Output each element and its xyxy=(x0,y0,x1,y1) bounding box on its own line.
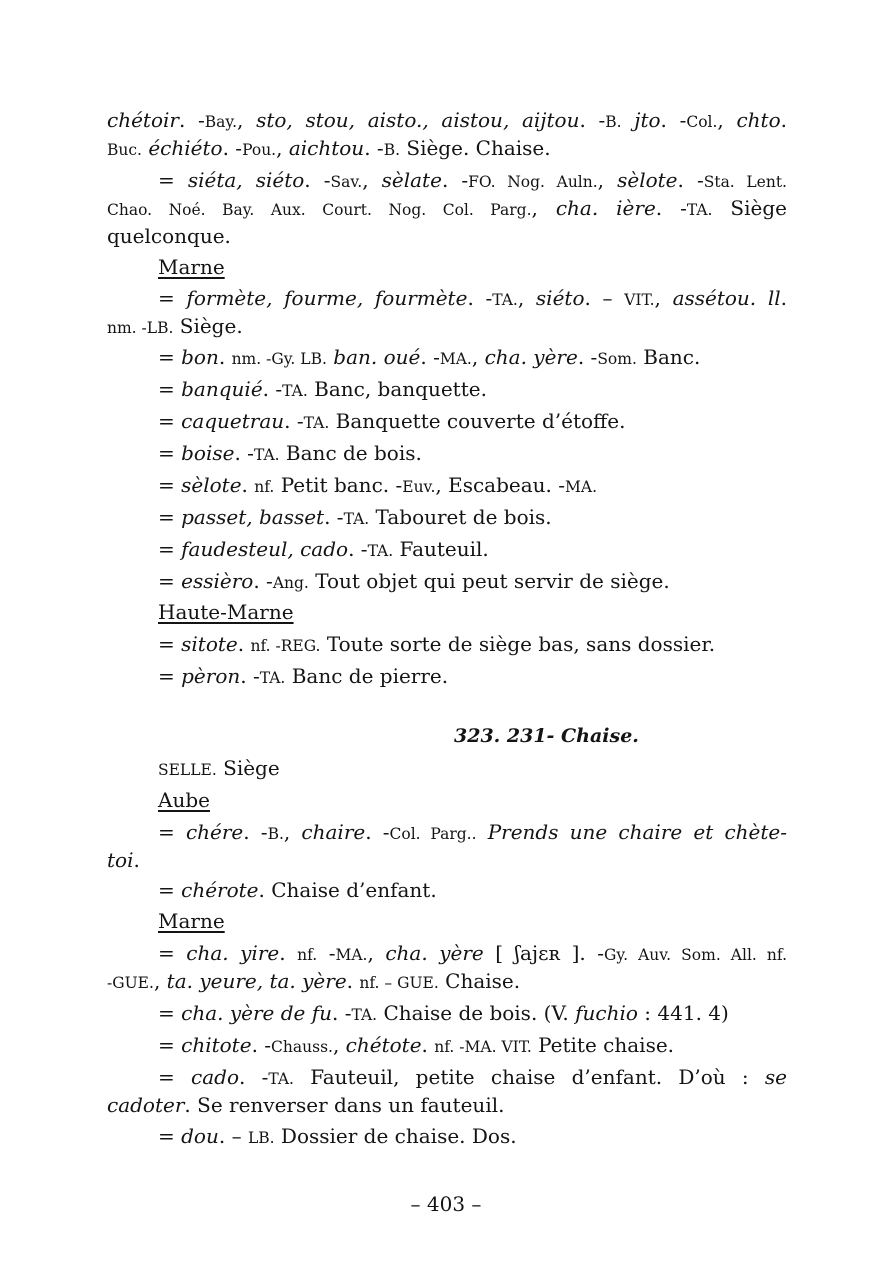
text-run: formète, fourme, fourmète xyxy=(186,286,468,310)
text-run: TA. xyxy=(303,414,330,432)
text-run: . – xyxy=(218,1124,248,1148)
text-line xyxy=(107,222,787,250)
text-run: . - xyxy=(324,505,344,529)
text-run: TA. xyxy=(343,510,370,528)
text-line xyxy=(158,598,787,626)
text-run: ban. oué xyxy=(333,345,421,369)
text-run: , xyxy=(471,345,485,369)
text-run: . xyxy=(237,632,251,656)
text-line xyxy=(107,134,787,164)
text-line xyxy=(158,1063,787,1093)
text-run: Dossier de chaise. Dos. xyxy=(274,1124,517,1148)
text-run: , xyxy=(153,969,167,993)
text-run: . - xyxy=(365,820,390,844)
text-run: . – xyxy=(584,286,625,310)
text-run: Tabouret de bois. xyxy=(369,505,552,529)
text-run: Aube xyxy=(158,788,210,812)
text-run: MA. xyxy=(565,478,598,496)
text-run: nf. – GUE. xyxy=(359,974,439,992)
text-run: quelconque. xyxy=(107,224,231,248)
text-line xyxy=(158,284,787,314)
text-run: Chaise de bois. (V. xyxy=(377,1001,576,1025)
text-run: ta. yeure, ta. yère xyxy=(166,969,347,993)
text-run: essièro xyxy=(181,569,254,593)
text-run: = xyxy=(158,569,182,593)
text-run: banquié xyxy=(181,377,263,401)
text-run: , xyxy=(517,286,536,310)
text-run: B. xyxy=(267,825,284,843)
text-run: pèron xyxy=(181,664,241,688)
text-line xyxy=(158,999,787,1029)
text-run: TA. xyxy=(351,1006,378,1024)
text-run: = xyxy=(158,878,182,902)
text-line xyxy=(158,439,787,469)
text-line xyxy=(107,312,787,342)
text-run: MA. xyxy=(439,350,472,368)
text-run: sitote xyxy=(181,632,238,656)
text-run: , xyxy=(332,1033,346,1057)
text-run: . - xyxy=(253,569,273,593)
text-line xyxy=(107,1091,787,1119)
text-line xyxy=(158,662,787,692)
text-run: se xyxy=(764,1065,787,1089)
text-run: échiéto xyxy=(148,136,223,160)
text-line xyxy=(158,818,787,848)
text-run: chitote xyxy=(181,1033,252,1057)
text-run: = xyxy=(158,286,187,310)
page-number: – 403 – xyxy=(410,1192,482,1216)
text-run: Chauss. xyxy=(271,1038,333,1056)
text-line xyxy=(158,253,787,281)
text-run: nm. -Gy. LB. xyxy=(231,350,327,368)
text-run: - xyxy=(317,941,336,965)
text-run: chétote xyxy=(345,1033,422,1057)
text-line xyxy=(107,846,787,874)
text-run: Tout objet qui peut servir de siège. xyxy=(308,569,670,593)
text-run: SELLE. xyxy=(158,761,217,779)
text-run: = xyxy=(158,632,182,656)
text-line xyxy=(158,939,787,969)
text-run: Siège xyxy=(216,756,280,780)
text-run: faudesteul, cado xyxy=(181,537,349,561)
text-line xyxy=(158,1031,787,1061)
text-run: Fauteuil. xyxy=(393,537,489,561)
text-run: = xyxy=(158,473,182,497)
text-run: : 441. 4) xyxy=(637,1001,729,1025)
text-run: Marne xyxy=(158,255,225,279)
text-run: B. xyxy=(383,141,401,159)
text-run: cha. ière xyxy=(555,196,656,220)
text-run: Siège. Chaise. xyxy=(400,136,551,160)
section-title: 323. 231- Chaise. xyxy=(454,725,639,747)
text-run: Banquette couverte d’étoffe. xyxy=(329,409,626,433)
text-line xyxy=(158,166,787,196)
text-run: = xyxy=(158,1001,182,1025)
text-run: Sta. Lent. xyxy=(703,173,787,191)
text-run: TA. xyxy=(259,669,286,687)
text-run: . - xyxy=(222,136,243,160)
text-run: chaire xyxy=(301,820,366,844)
text-line xyxy=(158,786,787,814)
text-run: TA. xyxy=(367,542,394,560)
text-run: Fauteuil, petite chaise d’enfant. D’où : xyxy=(293,1065,765,1089)
text-run: . xyxy=(133,848,140,872)
text-run xyxy=(477,820,488,844)
text-run: . - xyxy=(364,136,384,160)
text-run: nf. -REG. xyxy=(250,637,321,655)
text-run: Buc. xyxy=(107,141,142,159)
text-run: = xyxy=(158,1033,182,1057)
text-run: . - xyxy=(655,196,687,220)
text-run xyxy=(622,108,635,132)
text-run: = xyxy=(158,168,188,192)
text-run: . - xyxy=(348,537,368,561)
text-run: chérote xyxy=(181,878,259,902)
text-run: , xyxy=(367,941,386,965)
text-line xyxy=(158,567,787,597)
text-run: Pou. xyxy=(242,141,277,159)
text-run: aichtou xyxy=(288,136,365,160)
text-run: toi xyxy=(107,848,134,872)
text-line xyxy=(107,194,787,224)
text-run: Chao. Noé. Bay. Aux. Court. Nog. Col. Parg. xyxy=(107,201,532,219)
text-run: boise xyxy=(181,441,235,465)
text-run: caquetrau xyxy=(181,409,285,433)
text-run: siéta, siéto xyxy=(187,168,305,192)
text-run: . - xyxy=(677,168,704,192)
text-run: , Escabeau. - xyxy=(435,473,566,497)
text-run: = xyxy=(158,664,182,688)
text-run: cha. yère xyxy=(484,345,578,369)
text-run: = xyxy=(158,377,182,401)
text-run: sèlate xyxy=(381,168,442,192)
text-run: chto xyxy=(736,108,781,132)
text-line xyxy=(158,1122,787,1152)
text-run: TA. xyxy=(282,382,308,400)
text-run: Sav. xyxy=(330,173,363,191)
text-run: Toute sorte de siège bas, sans dossier. xyxy=(320,632,716,656)
text-run: , xyxy=(654,286,673,310)
text-run: nf. -MA. VIT. xyxy=(434,1038,532,1056)
text-run: . xyxy=(780,286,787,310)
text-run: Chaise. xyxy=(438,969,521,993)
text-run: . - xyxy=(467,286,493,310)
text-line xyxy=(158,907,787,935)
text-run: Banc, banquette. xyxy=(307,377,487,401)
text-run: TA. xyxy=(253,446,280,464)
text-run: . Chaise d’enfant. xyxy=(258,878,437,902)
text-run: . - xyxy=(238,1065,269,1089)
text-run: Siège. xyxy=(173,314,243,338)
text-run: , xyxy=(283,820,302,844)
text-run: B. xyxy=(605,113,622,131)
text-run: jto xyxy=(634,108,661,132)
text-run: . - xyxy=(240,664,260,688)
text-run: Col. Parg.. xyxy=(389,825,477,843)
text-run: chére xyxy=(185,820,244,844)
text-run: VIT. xyxy=(624,291,655,309)
text-run: assétou. ll xyxy=(672,286,781,310)
text-run: = xyxy=(158,409,182,433)
text-run: Prends une chaire et chète- xyxy=(487,820,787,844)
text-run: . xyxy=(780,108,787,132)
text-line xyxy=(158,471,787,501)
text-run: = xyxy=(158,941,187,965)
text-run: bon xyxy=(181,345,219,369)
text-run: fuchio xyxy=(575,1001,638,1025)
text-run: Banc de pierre. xyxy=(285,664,449,688)
text-run: = xyxy=(158,345,182,369)
text-run: . xyxy=(241,473,255,497)
text-run: . - xyxy=(243,820,268,844)
text-run: . Se renverser dans un fauteuil. xyxy=(184,1093,505,1117)
text-run: = xyxy=(158,820,186,844)
text-run: Som. xyxy=(597,350,637,368)
text-run: Haute-Marne xyxy=(158,600,294,624)
text-run: passet, basset xyxy=(181,505,325,529)
text-run: = xyxy=(158,505,182,529)
text-run: dou xyxy=(181,1124,219,1148)
text-run: = xyxy=(158,537,182,561)
text-run: . xyxy=(218,345,232,369)
text-run: . xyxy=(421,1033,435,1057)
text-run: FO. Nog. Auln. xyxy=(468,173,598,191)
text-run: Siège xyxy=(712,196,787,220)
text-run: nf. xyxy=(254,478,275,496)
text-run: . - xyxy=(420,345,440,369)
text-line xyxy=(158,503,787,533)
text-run: = xyxy=(158,1065,192,1089)
text-run: cadoter xyxy=(107,1093,185,1117)
text-run: = xyxy=(158,441,182,465)
text-run: TA. xyxy=(686,201,713,219)
text-run: sèlote xyxy=(181,473,242,497)
text-run: -GUE. xyxy=(107,974,154,992)
text-run: nm. -LB. xyxy=(107,319,174,337)
text-line xyxy=(158,535,787,565)
text-run: cha. yère de fu xyxy=(181,1001,333,1025)
text-run: TA. xyxy=(268,1070,294,1088)
text-run: cado xyxy=(191,1065,239,1089)
text-run: . - xyxy=(660,108,687,132)
text-run: TA. xyxy=(492,291,518,309)
text-run: Banc. xyxy=(636,345,701,369)
text-run: , xyxy=(362,168,382,192)
text-run: LB. xyxy=(247,1129,275,1147)
text-run: . xyxy=(346,969,360,993)
text-run: Petit banc. - xyxy=(274,473,403,497)
text-run: , xyxy=(276,136,289,160)
text-run: cha. yère xyxy=(385,941,484,965)
text-run: , xyxy=(531,196,556,220)
text-run: = xyxy=(158,1124,182,1148)
text-run: . - xyxy=(262,377,283,401)
text-run: . - xyxy=(579,108,606,132)
text-run: . - xyxy=(577,345,598,369)
text-run: Petite chaise. xyxy=(531,1033,675,1057)
text-line xyxy=(158,407,787,437)
text-run: Col. xyxy=(686,113,718,131)
text-line xyxy=(158,630,787,660)
text-run: siéto xyxy=(535,286,585,310)
text-run: , xyxy=(717,108,737,132)
text-run: sèlote xyxy=(617,168,678,192)
text-run: Ang. xyxy=(272,574,309,592)
text-run: , xyxy=(237,108,257,132)
text-run: MA. xyxy=(335,946,368,964)
text-line xyxy=(158,375,787,405)
text-run: Marne xyxy=(158,909,225,933)
text-line xyxy=(158,754,787,784)
text-run: . - xyxy=(332,1001,352,1025)
text-run: Banc de bois. xyxy=(279,441,422,465)
text-run: Bay. xyxy=(204,113,238,131)
text-run: . - xyxy=(284,409,304,433)
text-run: , xyxy=(597,168,618,192)
text-run: Gy. Auv. Som. All. nf. xyxy=(604,946,788,964)
text-line xyxy=(107,967,787,997)
text-run: . - xyxy=(441,168,469,192)
text-line xyxy=(158,876,787,904)
text-run: . - xyxy=(304,168,331,192)
text-run: chétoir xyxy=(107,108,179,132)
text-run: . - xyxy=(234,441,254,465)
text-line xyxy=(158,343,787,373)
text-run: . - xyxy=(178,108,205,132)
text-line xyxy=(107,106,787,136)
text-run: cha. yire xyxy=(186,941,280,965)
text-run: Euv. xyxy=(402,478,436,496)
text-run: [ ʃajɛʀ ]. - xyxy=(483,941,604,965)
text-run: . - xyxy=(251,1033,272,1057)
text-run: nf. xyxy=(297,946,318,964)
text-run: sto, stou, aisto., aistou, aijtou xyxy=(256,108,580,132)
text-run: . xyxy=(279,941,298,965)
